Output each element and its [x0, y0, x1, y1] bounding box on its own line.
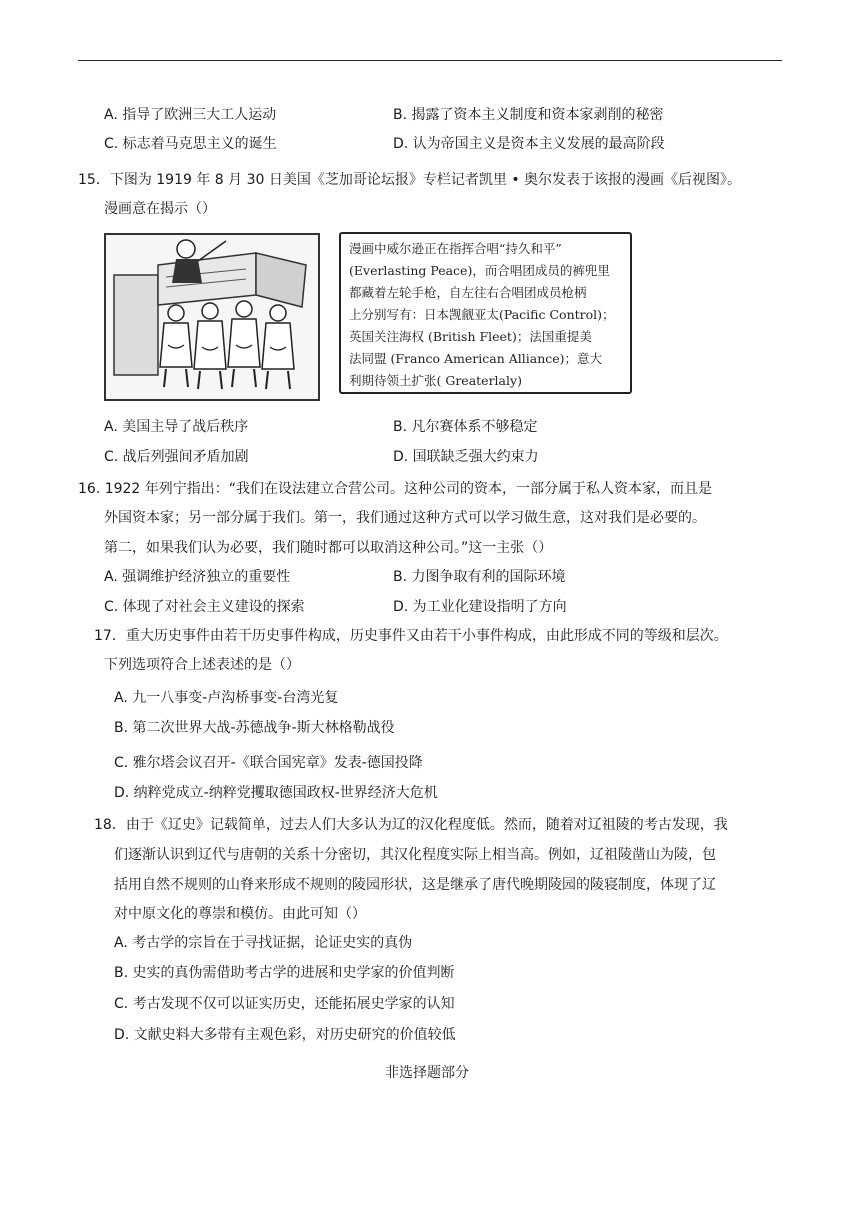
caption-line: 都藏着左轮手枪，自左往右合唱团成员枪柄 [349, 285, 587, 300]
caption-line: (Everlasting Peace)，而合唱团成员的裤兜里 [349, 263, 610, 278]
q16-stem-line: 16. 1922 年列宁指出：“我们在设法建立合营公司。这种公司的资本，一部分属于私人资本家，而且是 [78, 481, 713, 497]
q15-option-d[interactable]: D. 国联缺乏强大约束力 [393, 449, 539, 465]
q14-option-c[interactable]: C. 标志着马克思主义的诞生 [104, 136, 277, 152]
q17-option[interactable]: D. 纳粹党成立-纳粹党攫取德国政权-世界经济大危机 [114, 785, 438, 801]
q16-stem-line: 第二，如果我们认为必要，我们随时都可以取消这种公司。”这一主张（） [104, 540, 553, 556]
cartoon-drawing [106, 235, 318, 399]
q17-stem-line: 下列选项符合上述表述的是（） [104, 657, 300, 673]
q18-option[interactable]: C. 考古发现不仅可以证实历史，还能拓展史学家的认知 [114, 996, 455, 1012]
q18-option[interactable]: D. 文献史料大多带有主观色彩，对历史研究的价值较低 [114, 1027, 456, 1043]
q18-stem-line: 对中原文化的尊崇和模仿。由此可知（） [114, 906, 366, 922]
q14-option-a[interactable]: A. 指导了欧洲三大工人运动 [104, 107, 277, 123]
q17-option[interactable]: C. 雅尔塔会议召开-《联合国宪章》发表-德国投降 [114, 755, 423, 771]
q16-option-b[interactable]: B. 力图争取有利的国际环境 [393, 569, 566, 585]
cartoon-caption-box [339, 232, 632, 394]
caption-line: 漫画中威尔逊正在指挥合唱“持久和平” [349, 241, 562, 256]
q15-option-a[interactable]: A. 美国主导了战后秩序 [104, 419, 249, 435]
q14-option-b[interactable]: B. 揭露了资本主义制度和资本家剥削的秘密 [393, 107, 664, 123]
q15-stem-line1: 15．下图为 1919 年 8 月 30 日美国《芝加哥论坛报》专栏记者凯里 • 奥尔发表于该报的漫画《后视图》。 [78, 172, 742, 188]
q15-option-b[interactable]: B. 凡尔赛体系不够稳定 [393, 419, 538, 435]
q16-option-a[interactable]: A. 强调维护经济独立的重要性 [104, 569, 291, 585]
cartoon-image [104, 233, 320, 401]
q18-option[interactable]: A. 考古学的宗旨在于寻找证据，论证史实的真伪 [114, 935, 413, 951]
q15-stem-line2: 漫画意在揭示（） [104, 201, 216, 217]
q18-option[interactable]: B. 史实的真伪需借助考古学的进展和史学家的价值判断 [114, 965, 455, 981]
q18-stem-line: 18．由于《辽史》记载简单，过去人们大多认为辽的汉化程度低。然而，随着对辽祖陵的考古发现，我 [94, 817, 728, 833]
q16-option-d[interactable]: D. 为工业化建设指明了方向 [393, 599, 567, 615]
caption-line: 英国关注海权 (British Fleet)；法国重提美 [349, 329, 592, 344]
caption-line: 法同盟 (Franco American Alliance)；意大 [349, 351, 603, 366]
section-title: 非选择题部分 [385, 1065, 469, 1081]
q17-stem-line: 17．重大历史事件由若干历史事件构成，历史事件又由若干小事件构成，由此形成不同的等级和层次。 [94, 628, 728, 644]
q17-option[interactable]: B. 第二次世界大战-苏德战争-斯大林格勒战役 [114, 720, 395, 736]
q16-stem-line: 外国资本家；另一部分属于我们。第一，我们通过这种方式可以学习做生意，这对我们是必要的。 [104, 510, 706, 526]
q18-stem-line: 括用自然不规则的山脊来形成不规则的陵园形状，这是继承了唐代晚期陵园的陵寝制度，体现了辽 [114, 877, 716, 893]
caption-line: 利期待领土扩张( Greaterlaly) [349, 373, 522, 388]
q14-option-d[interactable]: D. 认为帝国主义是资本主义发展的最高阶段 [393, 136, 665, 152]
q17-option[interactable]: A. 九一八事变-卢沟桥事变-台湾光复 [114, 690, 339, 706]
caption-line: 上分别写有：日本觊觎亚太(Pacific Control)； [349, 307, 615, 322]
q16-option-c[interactable]: C. 体现了对社会主义建设的探索 [104, 599, 305, 615]
q18-stem-line: 们逐渐认识到辽代与唐朝的关系十分密切，其汉化程度实际上相当高。例如，辽祖陵凿山为陵，包 [114, 847, 716, 863]
header-rule [78, 60, 782, 61]
q15-option-c[interactable]: C. 战后列强间矛盾加剧 [104, 449, 249, 465]
